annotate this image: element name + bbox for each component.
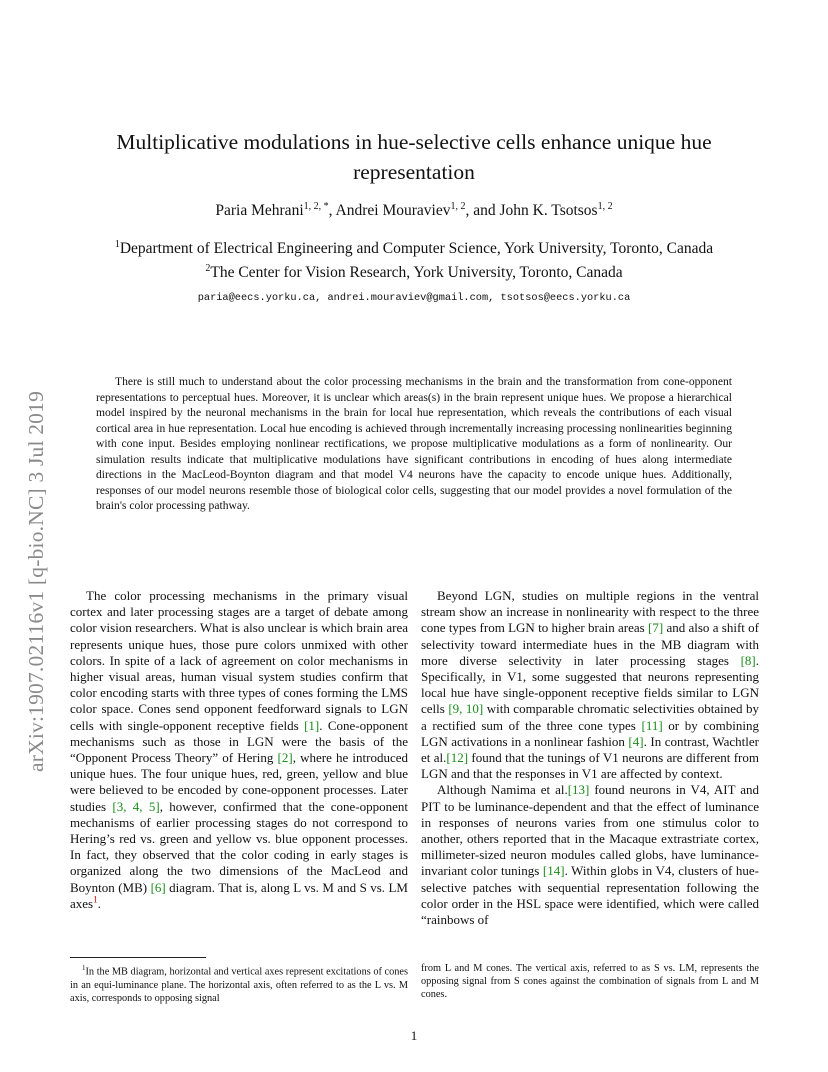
- abstract: There is still much to understand about the color processing mechanisms in the brain and the transformation from cone-opponent representations to perceptual hues. Moreover, it is unclear which areas(s) in the brain represent unique hues. We propose a hierarchical model inspired by the neuronal mechanisms in the brain for local hue representation, which reveals the contributions of each visual cortical area in hue representation. Local hue encoding is achieved through incrementally increasing processing nonlinearities beginning with cone input. Besides employing nonlinear rectifications, we propose multiplicative modulations as a form of nonlinearity. Our simulation results indicate that multiplicative modulations have significant contributions in encoding of hues along intermediate directions in the MacLeod-Boynton diagram and that model V4 neurons have the capacity to encode unique hues. Additionally, responses of our model neurons resemble those of biological color cells, suggesting that our model provides a novel formulation of the brain's color processing pathway.: [96, 375, 732, 512]
- affiliation-line: [70, 235, 758, 259]
- page-number: 1: [410, 1028, 418, 1043]
- footnote-rule: [70, 957, 206, 958]
- affiliation-line: [70, 259, 758, 283]
- author-affil-sup: 1, 2, *: [303, 201, 329, 212]
- citation-link[interactable]: [13]: [567, 782, 590, 798]
- author-name: Paria Mehrani: [215, 202, 304, 220]
- author-sep: ,: [328, 202, 336, 220]
- citation-link[interactable]: [4]: [628, 733, 644, 749]
- right-column: [421, 588, 759, 928]
- body-paragraph: The color processing mechanisms in the primary visual cortex and later processing stages are a target of debate among color vision researchers. What is also unclear is which brain area represents unique hues, those pure colors unmixed with other colors. In spite of a lack of agreement on color mechanisms in higher visual areas, human visual system studies confirm that color encoding starts with three types of cones forming the LMS color space. Cones send opponent feedforward signals to LGN cells with single-opponent receptive fields [1]. Cone-opponent mechanisms such as those in LGN were the basis of the “Opponent Process Theory” of Hering [2], where he introduced unique hues. The four unique hues, red, green, yellow and blue were believed to be encoded by cone-opponent processes. Later studies [3, 4, 5], however, confirmed that the cone-opponent mechanisms of earlier processing stages do not correspond to Hering’s red vs. green and yellow vs. blue opponent processes. In fact, they observed that the color coding in early stages is organized along the two dimensions of the MacLeod and Boynton (MB) [6] diagram. That is, along L vs. M and S vs. LM axes$^1$.: [70, 588, 409, 911]
- affiliation-sup: 2: [205, 263, 211, 275]
- citation-link[interactable]: [1]: [304, 717, 320, 733]
- citation-link[interactable]: [14]: [542, 863, 565, 879]
- citation-link[interactable]: [12]: [446, 750, 469, 766]
- body-paragraph: Although Namima et al.[13] found neurons in V4, AIT and PIT to be luminance-dependent and that the effect of luminance in responses of neurons varies from one stimulus color to another, others reported that in the Macaque extrastriate cortex, millimeter-sized neuron modules called globs, have luminance-invariant color tunings [14]. Within globs in V4, clusters of hue-selective patches with sequential representation following the color order in the HSL space were identified, which were called “rainbows of: [421, 782, 760, 928]
- footnote-text: In the MB diagram, horizontal and vertical axes represent excitations of cones in an equi-luminance plane. The horizontal axis, often referred to as the L vs. M axis, corresponds to opposing signal: [70, 966, 408, 1004]
- citation-link[interactable]: [9, 10]: [448, 701, 484, 717]
- body-paragraph: Beyond LGN, studies on multiple regions in the ventral stream show an increase in nonlinearity with respect to the three cone types from LGN to higher brain areas [7] and also a shift of selectivity toward intermediate hues in the MB diagram with more diverse selectivity in later processing stages [8]. Specifically, in V1, some suggested that neurons representing local hue have single-opponent receptive fields similar to LGN cells [9, 10] with comparable chromatic selectivities obtained by a rectified sum of the three cone types [11] or by combining LGN activations in a nonlinear fashion [4]. In contrast, Wachtler et al.[12] found that the tunings of V1 neurons are different from LGN and that the responses in V1 are affected by context.: [421, 588, 760, 782]
- citation-link[interactable]: [2]: [277, 750, 293, 766]
- arxiv-stamp: [22, 292, 50, 772]
- affiliation-sup: 1: [114, 239, 120, 250]
- footnote-marker: 1: [82, 964, 86, 972]
- author-name: Andrei Mouraviev: [335, 202, 451, 220]
- author-emails: paria@eecs.yorku.ca, andrei.mouraviev@gmail.com, tsotsos@eecs.yorku.ca: [197, 292, 631, 304]
- author-sep: , and: [465, 202, 500, 220]
- citation-link[interactable]: [8]: [740, 652, 756, 668]
- author-name: John K. Tsotsos: [499, 202, 598, 220]
- author-affil-sup: 1, 2: [450, 201, 466, 212]
- citation-link[interactable]: [7]: [647, 620, 664, 636]
- citation-link[interactable]: [6]: [150, 879, 166, 895]
- footnote-right: from L and M cones. The vertical axis, referred to as S vs. LM, represents the opposing signal from S cones against the combination of signals from L and M cones.: [421, 963, 759, 1001]
- arxiv-stamp-text: arXiv:1907.02116v1 [q-bio.NC] 3 Jul 2019: [24, 390, 48, 772]
- left-column: [70, 588, 408, 912]
- author-list: [70, 201, 758, 220]
- citation-link[interactable]: [11]: [641, 717, 663, 733]
- paper-title: Multiplicative modulations in hue-selective cells enhance unique hue representation: [116, 130, 712, 184]
- footnote-ref-link[interactable]: 1: [93, 894, 98, 905]
- affiliation-text: Department of Electrical Engineering and Computer Science, York University, Toronto, Canada: [119, 240, 714, 258]
- author-affil-sup: 1, 2: [597, 201, 613, 212]
- affiliation-text: The Center for Vision Research, York University, Toronto, Canada: [210, 264, 623, 282]
- footnote-left: [70, 962, 408, 1005]
- citation-link[interactable]: [3, 4, 5]: [112, 798, 160, 814]
- affiliations: [70, 235, 758, 283]
